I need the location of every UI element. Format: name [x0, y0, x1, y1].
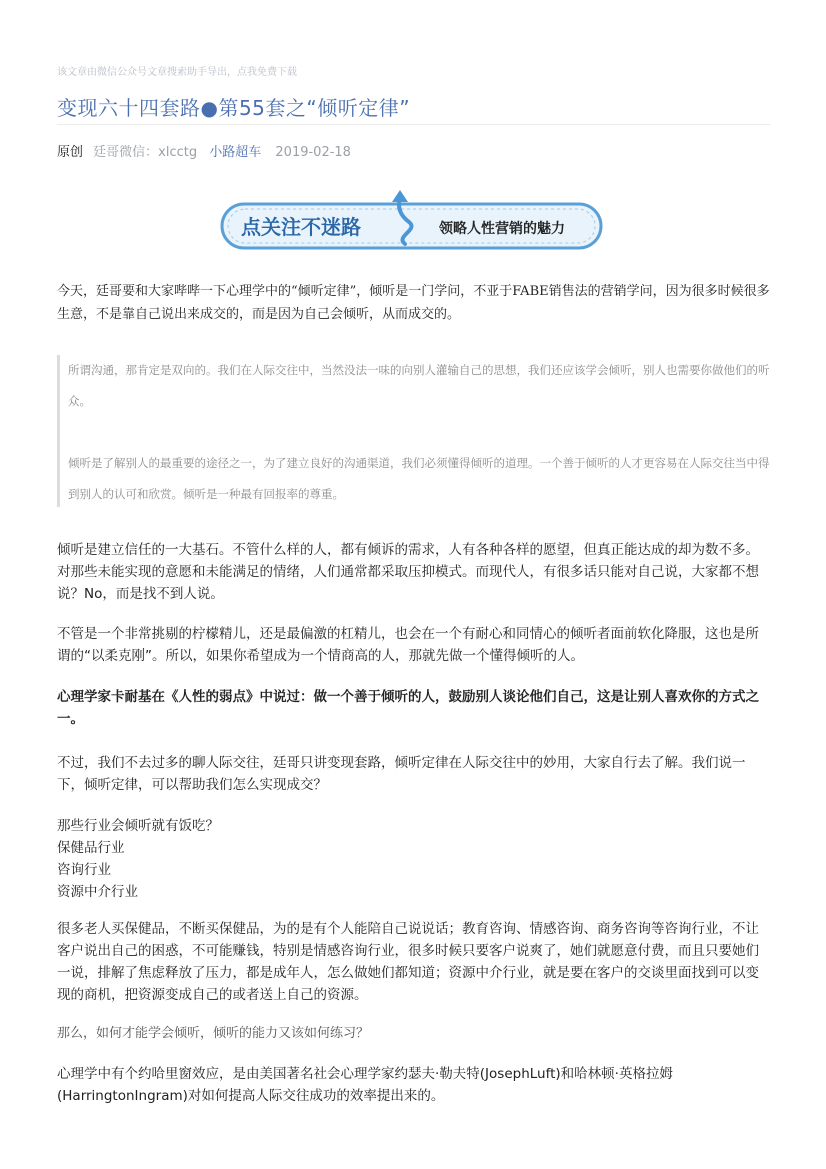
question-paragraph: 那么，如何才能学会倾听，倾听的能力又该如何练习？: [57, 1026, 370, 1041]
author-name: 廷哥微信：xlcctg: [93, 145, 198, 160]
list-heading: 那些行业会倾听就有饭吃？: [57, 818, 219, 834]
original-tag: 原创: [57, 145, 84, 160]
body-paragraph: 不管是一个非常挑剔的柠檬精儿，还是最偏激的杠精儿，也会在一个有耐心和同情心的倾听者面前软化降服，这也是所谓的“以柔克刚”。所以，如果你希望成为一个情商高的人，那就先做一个懂得倾听的人。: [57, 626, 759, 664]
list-item: 保健品行业: [57, 840, 125, 856]
account-link[interactable]: 小路超车: [209, 145, 262, 160]
highlight-paragraph: 心理学家卡耐基在《人性的弱点》中说过：做一个善于倾听的人，鼓励别人谈论他们自己，这是让别人喜欢你的方式之一。: [57, 689, 759, 727]
quote-paragraph: 倾听是了解别人的最重要的途径之一，为了建立良好的沟通渠道，我们必须懂得倾听的道理。一个善于倾听的人才更容易在人际交往当中得到别人的认可和欣赏。倾听是一种最有回报率的尊重。: [68, 456, 770, 501]
publish-date: 2019-02-18: [275, 145, 351, 160]
title-divider: [57, 124, 770, 125]
blockquote: [57, 355, 774, 507]
body-paragraph: 倾听是建立信任的一大基石。不管什么样的人，都有倾诉的需求，人有各种各样的愿望，但真正能达成的却为数不多。对那些未能实现的意愿和未能满足的情绪，人们通常都采取压抑模式。而现代人，有很多话只能对自己说，大家都不想说？No，而是找不到人说。: [57, 542, 759, 602]
body-paragraph: 心理学中有个约哈里窗效应，是由美国著名社会心理学家约瑟夫·勒夫特(JosephLuft)和哈林顿·英格拉姆(HarringtonIngram)对如何提高人际交往成功的效率提出来的。: [57, 1066, 673, 1104]
list-item: 资源中介行业: [57, 884, 138, 900]
export-notice-link[interactable]: 该文章由微信公众号文章搜索助手导出，点我免费下载: [57, 67, 297, 78]
banner-left-text: 点关注不迷路: [241, 215, 361, 239]
body-paragraph: 很多老人买保健品，不断买保健品，为的是有个人能陪自己说说话；教育咨询、情感咨询、商务咨询等咨询行业，不让客户说出自己的困惑，不可能赚钱，特别是情感咨询行业，很多时候只要客户说爽了，她们就愿意付费，而且只要她们一说，排解了焦虑释放了压力，都是成年人，怎么做她们都知道；资源中介行业，就是要在客户的交谈里面找到可以变现的商机，把资源变成自己的或者送上自己的资源。: [57, 921, 759, 1003]
article-title: 变现六十四套路●第55套之“倾听定律”: [57, 96, 411, 120]
intro-paragraph: 今天，廷哥要和大家哔哔一下心理学中的“倾听定律”，倾听是一门学问，不亚于FABE销售法的营销学问，因为很多时候很多生意，不是靠自己说出来成交的，而是因为自己会倾听，从而成交的。: [57, 284, 770, 322]
industry-list: [57, 815, 770, 903]
article-meta: [57, 141, 351, 160]
banner-right-text: 领略人性营销的魅力: [439, 221, 565, 237]
follow-banner: [219, 186, 605, 250]
quote-paragraph: 所谓沟通，那肯定是双向的。我们在人际交往中，当然没法一味的向别人灌输自己的思想，我们还应该学会倾听，别人也需要你做他们的听众。: [68, 363, 770, 408]
list-item: 咨询行业: [57, 862, 111, 878]
body-paragraph: 不过，我们不去过多的聊人际交往，廷哥只讲变现套路，倾听定律在人际交往中的妙用，大家自行去了解。我们说一下，倾听定律，可以帮助我们怎么实现成交？: [57, 755, 746, 793]
